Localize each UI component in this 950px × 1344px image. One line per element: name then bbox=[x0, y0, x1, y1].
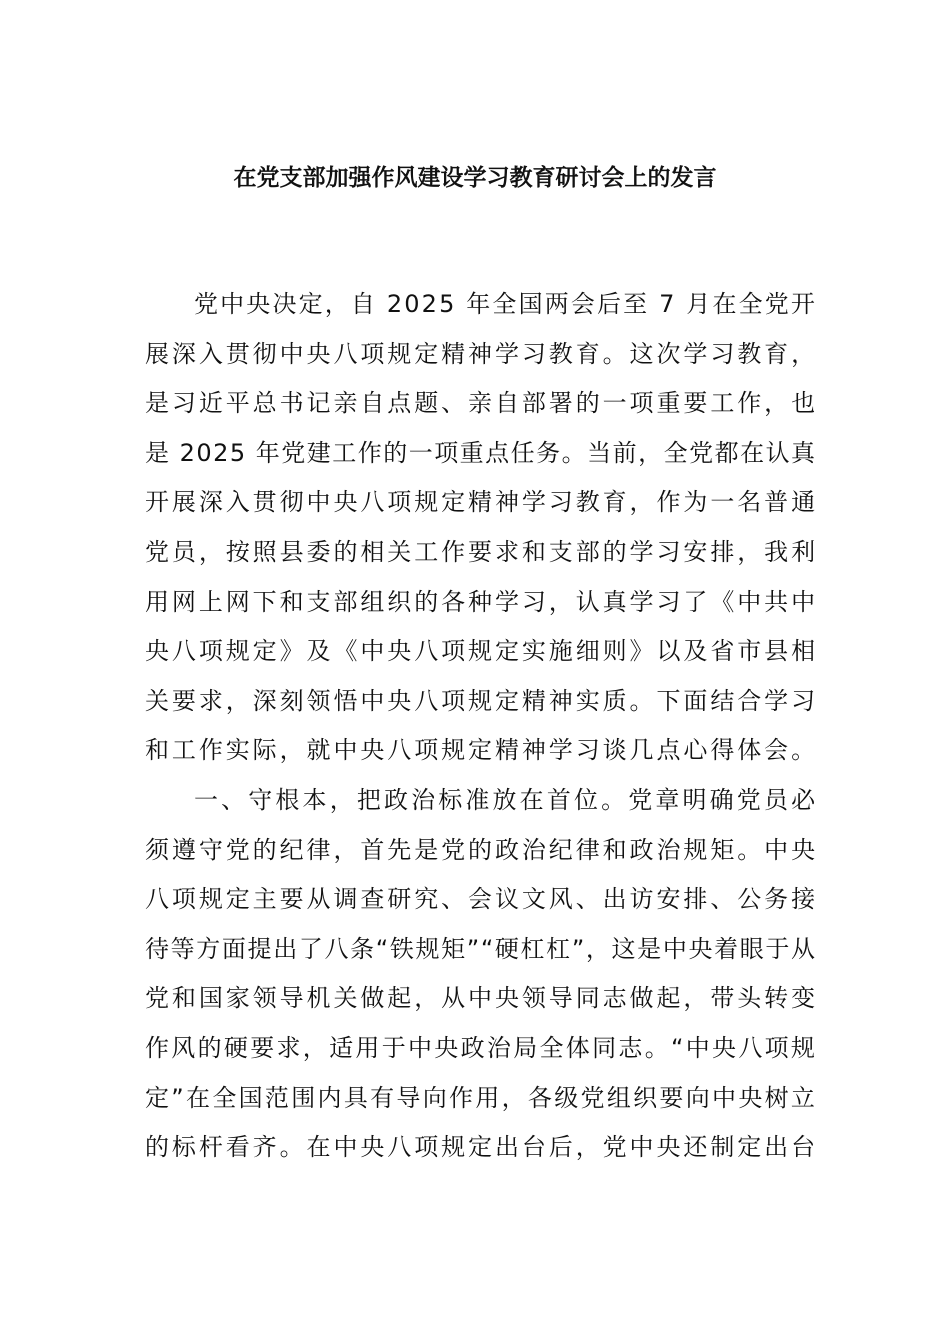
body-line: 八项规定主要从调查研究、会议文风、出访安排、公务接 bbox=[145, 885, 818, 914]
body-line: 待等方面提出了八条“铁规矩”“硬杠杠”，这是中央着眼于从 bbox=[145, 934, 817, 963]
document-body bbox=[145, 280, 819, 1173]
body-line: 定”在全国范围内具有导向作用，各级党组织要向中央树立 bbox=[145, 1083, 818, 1112]
body-line: 一、守根本，把政治标准放在首位。党章明确党员必 bbox=[194, 785, 819, 814]
body-line: 是 2025 年党建工作的一项重点任务。当前，全党都在认真 bbox=[145, 438, 817, 467]
body-line: 展深入贯彻中央八项规定精神学习教育。这次学习教育， bbox=[145, 339, 818, 368]
body-line: 作风的硬要求，适用于中央政治局全体同志。“中央八项规 bbox=[145, 1033, 818, 1062]
body-line: 用网上网下和支部组织的各种学习，认真学习了《中共中 bbox=[145, 587, 818, 616]
body-line: 的标杆看齐。在中央八项规定出台后，党中央还制定出台 bbox=[145, 1133, 818, 1162]
body-line: 党和国家领导机关做起，从中央领导同志做起，带头转变 bbox=[145, 984, 818, 1013]
body-line: 关要求，深刻领悟中央八项规定精神实质。下面结合学习 bbox=[145, 686, 818, 715]
body-line: 须遵守党的纪律，首先是党的政治纪律和政治规矩。中央 bbox=[145, 835, 818, 864]
body-line: 央八项规定》及《中央八项规定实施细则》以及省市县相 bbox=[145, 637, 818, 666]
body-line: 党员，按照县委的相关工作要求和支部的学习安排，我利 bbox=[145, 537, 818, 566]
document-title: 在党支部加强作风建设学习教育研讨会上的发言 bbox=[233, 165, 717, 191]
body-line: 党中央决定，自 2025 年全国两会后至 7 月在全党开 bbox=[194, 290, 818, 318]
body-line: 开展深入贯彻中央八项规定精神学习教育，作为一名普通 bbox=[145, 488, 818, 517]
body-line: 是习近平总书记亲自点题、亲自部署的一项重要工作，也 bbox=[145, 389, 818, 418]
body-line: 和工作实际，就中央八项规定精神学习谈几点心得体会。 bbox=[145, 736, 818, 765]
